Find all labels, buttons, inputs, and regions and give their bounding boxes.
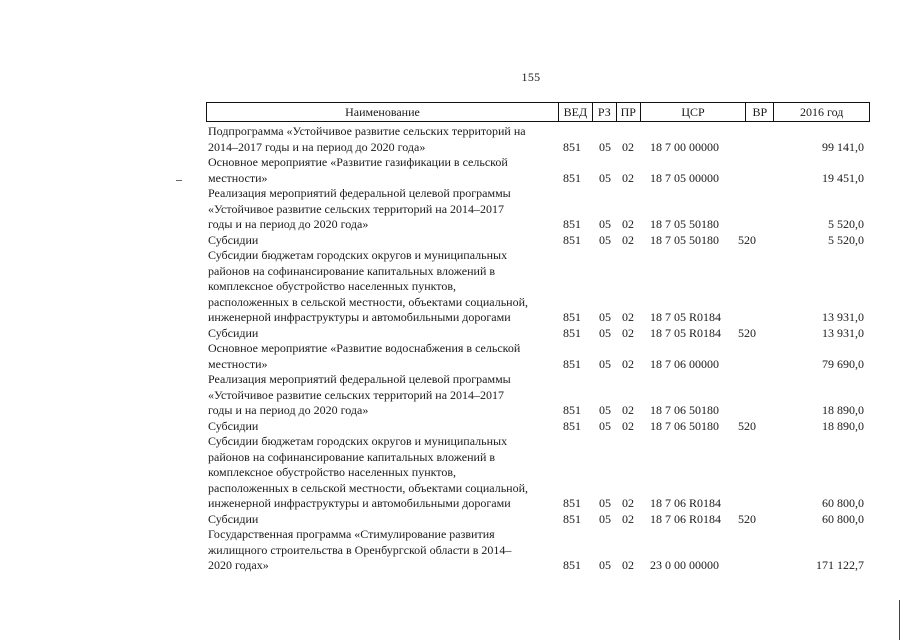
row-csr: 18 7 05 R0184 [650,325,722,340]
row-name-line: расположенных в сельской местности, объектами социальной, [208,294,529,309]
row-csr: 18 7 05 50180 [650,217,719,231]
row-name-line: местности» [208,170,268,185]
row-csr: 18 7 06 R0184 [650,511,722,526]
row-pr: 02 [622,511,634,526]
table-row [206,186,870,233]
row-csr: 18 7 06 00000 [650,356,719,371]
row-name-line: инженерной инфраструктуры и автомобильными дорогами [208,310,511,324]
row-rz: 05 [599,403,611,417]
row-name [206,419,548,435]
table-row [206,527,870,574]
row-ved: 851 [563,418,581,433]
table-row [206,372,870,419]
row-name-line: Реализация мероприятий федеральной целевой программы [208,186,511,200]
row-vr: 520 [738,511,756,526]
row-ved: 851 [563,496,581,510]
row-ved: 851 [563,139,581,154]
row-csr: 18 7 05 50180 [650,232,719,247]
row-csr: 23 0 00 00000 [650,558,719,572]
row-name [206,512,548,528]
row-csr: 18 7 05 00000 [650,170,719,185]
row-name-line: Субсидии [208,325,259,340]
row-pr: 02 [622,356,634,371]
row-rz: 05 [599,418,611,433]
row-name [206,155,548,186]
row-ved: 851 [563,310,581,324]
row-name [206,341,548,372]
row-amount: 60 800,0 [822,496,864,510]
table-row [206,233,870,249]
row-name [206,372,548,419]
row-name [206,434,548,512]
row-name-line: Государственная программа «Стимулирование развития [208,527,495,541]
header-pr: ПР [617,103,641,121]
row-amount: 5 520,0 [828,217,864,231]
row-vr: 520 [738,418,756,433]
row-ved: 851 [563,558,581,572]
row-rz: 05 [599,325,611,340]
row-ved: 851 [563,170,581,185]
row-name [206,124,548,155]
row-amount: 13 931,0 [822,325,864,340]
row-name-line: Основное мероприятие «Развитие газификации в сельской [208,155,508,169]
row-name-line: местности» [208,356,268,371]
row-rz: 05 [599,511,611,526]
row-rz: 05 [599,356,611,371]
row-name-line: комплексное обустройство населенных пунктов, [208,279,457,293]
scan-mark [176,180,182,181]
row-rz: 05 [599,310,611,324]
header-ved: ВЕД [559,103,593,121]
row-pr: 02 [622,403,634,417]
row-pr: 02 [622,418,634,433]
row-name-line: годы и на период до 2020 года» [208,403,369,417]
row-csr: 18 7 06 50180 [650,418,719,433]
row-name-line: Субсидии [208,511,259,526]
row-rz: 05 [599,139,611,154]
row-csr: 18 7 06 50180 [650,403,719,417]
header-rz: РЗ [593,103,617,121]
table-row [206,326,870,342]
header-name: Наименование [207,103,559,121]
row-vr: 520 [738,325,756,340]
row-name-line: Подпрограмма «Устойчивое развитие сельских территорий на [208,124,526,138]
row-name-line: 2014–2017 годы и на период до 2020 года» [208,139,426,154]
row-pr: 02 [622,558,634,572]
table-row [206,419,870,435]
row-pr: 02 [622,310,634,324]
row-amount: 18 890,0 [822,403,864,417]
row-pr: 02 [622,170,634,185]
row-name-line: Основное мероприятие «Развитие водоснабжения в сельской [208,341,521,355]
header-vr: ВР [746,103,774,121]
header-csr: ЦСР [641,103,747,121]
table-row [206,248,870,326]
row-pr: 02 [622,232,634,247]
row-ved: 851 [563,403,581,417]
row-amount: 99 141,0 [822,139,864,154]
row-amount: 79 690,0 [822,356,864,371]
table-body [206,124,870,574]
row-amount: 171 122,7 [816,558,864,572]
table-row [206,341,870,372]
row-amount: 60 800,0 [822,511,864,526]
row-name-line: районов на софинансирование капитальных вложений в [208,449,496,464]
row-csr: 18 7 05 R0184 [650,310,722,324]
row-ved: 851 [563,325,581,340]
row-amount: 13 931,0 [822,310,864,324]
row-name-line: инженерной инфраструктуры и автомобильными дорогами [208,496,511,510]
row-name-line: «Устойчивое развитие сельских территорий на 2014–2017 [208,387,505,402]
row-ved: 851 [563,511,581,526]
row-name [206,233,548,249]
row-name [206,248,548,326]
row-pr: 02 [622,325,634,340]
row-name [206,527,548,574]
row-name-line: «Устойчивое развитие сельских территорий на 2014–2017 [208,201,505,216]
row-rz: 05 [599,217,611,231]
scan-edge-line [899,600,900,640]
row-name-line: Субсидии [208,232,259,247]
row-name-line: Субсидии бюджетам городских округов и муниципальных [208,248,508,262]
row-csr: 18 7 06 R0184 [650,496,722,510]
row-pr: 02 [622,496,634,510]
row-ved: 851 [563,232,581,247]
row-name [206,326,548,342]
row-name-line: 2020 годах» [208,558,269,572]
row-vr: 520 [738,232,756,247]
row-amount: 18 890,0 [822,418,864,433]
row-amount: 19 451,0 [822,170,864,185]
table-row [206,155,870,186]
row-name-line: расположенных в сельской местности, объектами социальной, [208,480,529,495]
row-name-line: годы и на период до 2020 года» [208,217,369,231]
header-year: 2016 год [799,104,844,119]
row-name-line: комплексное обустройство населенных пунктов, [208,465,457,479]
page-number: 155 [521,70,541,84]
row-pr: 02 [622,139,634,154]
row-name-line: Субсидии [208,418,259,433]
row-amount: 5 520,0 [828,232,864,247]
row-rz: 05 [599,558,611,572]
row-rz: 05 [599,496,611,510]
row-name-line: районов на софинансирование капитальных вложений в [208,263,496,278]
row-csr: 18 7 00 00000 [650,139,719,154]
table-row [206,434,870,512]
table-row [206,124,870,155]
row-name-line: Реализация мероприятий федеральной целевой программы [208,372,511,386]
row-rz: 05 [599,170,611,185]
row-rz: 05 [599,232,611,247]
row-name [206,186,548,233]
row-name-line: жилищного строительства в Оренбургской области в 2014– [208,542,512,557]
table-header [206,102,870,122]
table-row [206,512,870,528]
row-ved: 851 [563,356,581,371]
row-name-line: Субсидии бюджетам городских округов и муниципальных [208,434,508,448]
row-pr: 02 [622,217,634,231]
row-ved: 851 [563,217,581,231]
